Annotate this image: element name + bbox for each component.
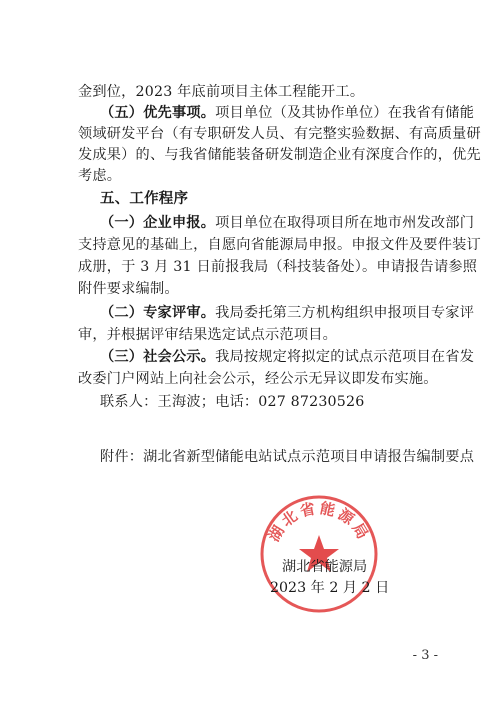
attachment-line: 附件：湖北省新型储能电站试点示范项目申请报告编制要点 (100, 449, 475, 465)
step2-text: 我局委托第三方机构组织申报项目专家评 (215, 305, 475, 321)
step2-heading: （二）专家评审。 (100, 305, 216, 321)
priority-heading: （五）优先事项。 (100, 105, 216, 121)
priority-line-1 (100, 103, 475, 123)
step3-line-2: 改委门户网站上向社会公示，经公示无异议即发布实施。 (78, 371, 438, 387)
page-number: - 3 - (412, 648, 438, 663)
signature-date: 2023 年 2 月 2 日 (270, 580, 390, 596)
priority-line-3: 发成果）的、与我省储能装备研发制造企业有深度合作的，优先 (78, 147, 481, 163)
intro-line: 金到位，2023 年底前项目主体工程能开工。 (78, 84, 365, 100)
step3-heading: （三）社会公示。 (100, 349, 216, 365)
priority-line-4: 考虑。 (78, 168, 122, 184)
priority-line-2: 领域研发平台（有专职研发人员、有完整实验数据、有高质量研 (78, 126, 481, 142)
signature-org: 湖北省能源局 (282, 559, 368, 575)
step1-line-4: 附件要求编制。 (78, 281, 179, 297)
section-title: 五、工作程序 (100, 191, 189, 207)
priority-text: 项目单位（及其协作单位）在我省有储能 (215, 105, 475, 121)
step3-line-1 (100, 347, 475, 367)
step2-line-2: 审，并根据评审结果选定试点示范项目。 (78, 327, 337, 343)
step1-line-2: 支持意见的基础上，自愿向省能源局申报。申报文件及要件装订 (78, 237, 481, 253)
step1-text: 项目单位在取得项目所在地市州发改部门 (215, 215, 475, 231)
step1-line-1 (100, 213, 475, 233)
seal-text: 湖北省能源局 (264, 499, 374, 545)
step1-heading: （一）企业申报。 (100, 215, 216, 231)
contact-line: 联系人：王海波；电话：027 87230526 (100, 394, 365, 410)
step2-line-1 (100, 303, 475, 323)
step3-text: 我局按规定将拟定的试点示范项目在省发 (215, 349, 475, 365)
step1-line-3: 成册，于 3 月 31 日前报我局（科技装备处）。申请报告请参照 (78, 259, 478, 275)
